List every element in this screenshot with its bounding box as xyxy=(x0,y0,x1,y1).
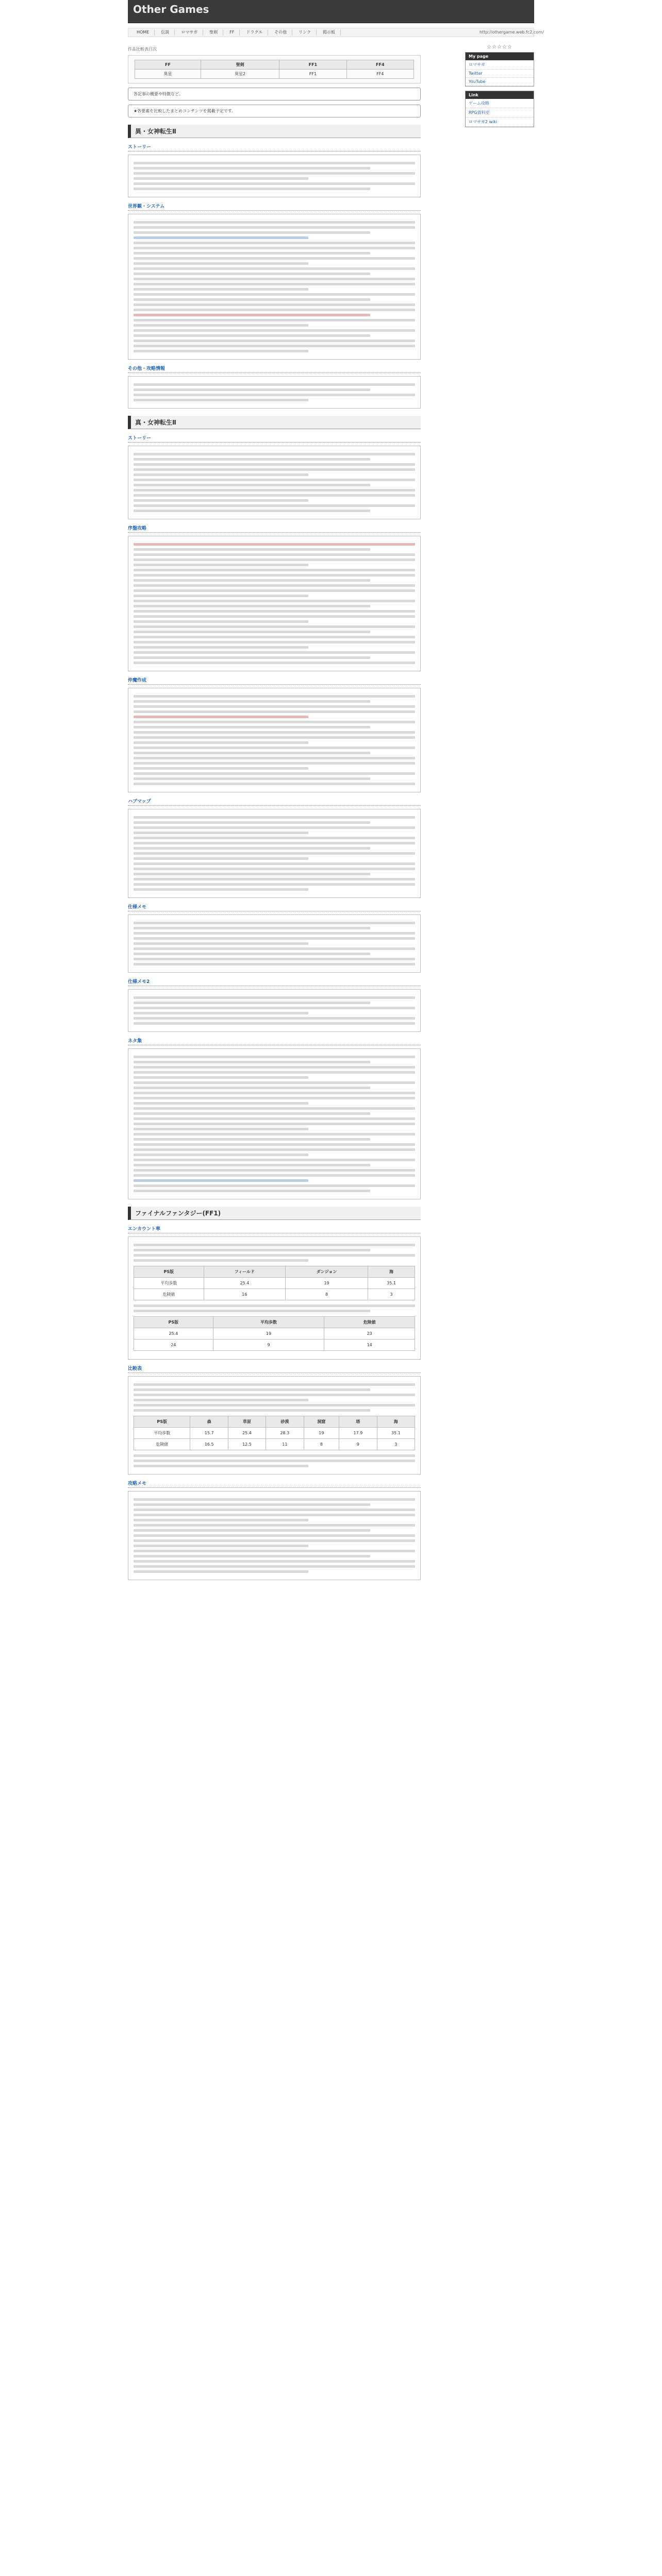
rating-stars: ☆☆☆☆☆ xyxy=(487,44,512,50)
encounter-table xyxy=(134,1266,415,1300)
table-cell: 19 xyxy=(213,1328,324,1340)
text-block xyxy=(128,1048,421,1199)
site-nav xyxy=(128,28,534,37)
table-header: 危険値 xyxy=(324,1317,415,1328)
intro-table-header: 聖剣 xyxy=(201,60,279,70)
table-cell: 28.3 xyxy=(266,1428,304,1439)
table-cell: 35.1 xyxy=(368,1278,415,1289)
nav-romasaga[interactable]: ロマサガ xyxy=(176,29,203,36)
subsection-title[interactable]: ストーリー xyxy=(128,142,421,151)
table-cell: 11 xyxy=(266,1439,304,1450)
section-title: 異・女神転生Ⅱ xyxy=(128,125,421,138)
table-cell: 9 xyxy=(339,1439,377,1450)
subsection-title[interactable]: エンカウント率 xyxy=(128,1224,421,1233)
table-header: PS版 xyxy=(134,1317,213,1328)
table-header: 平均歩数 xyxy=(213,1317,324,1328)
intro-table-cell[interactable]: 異星2 xyxy=(201,70,279,79)
main-content xyxy=(128,42,421,1604)
intro-table-cell[interactable]: FF4 xyxy=(346,70,413,79)
table-header: 海 xyxy=(368,1266,415,1278)
subsection-title[interactable]: ハブマップ xyxy=(128,796,421,806)
text-block xyxy=(128,1491,421,1580)
intro-table-cell[interactable]: FF1 xyxy=(279,70,346,79)
table-cell: 8 xyxy=(286,1289,368,1300)
table-cell: 15.7 xyxy=(190,1428,228,1439)
table-cell: 24 xyxy=(134,1340,213,1351)
table-cell: 16.5 xyxy=(190,1439,228,1450)
table-header: PS版 xyxy=(134,1416,190,1428)
table-cell: 3 xyxy=(368,1289,415,1300)
nav-dq[interactable]: ドラクエ xyxy=(241,29,268,36)
intro-note: 各記事の概要や特徴など。 xyxy=(128,88,421,100)
table-header: フィールド xyxy=(204,1266,285,1278)
table-header: 海 xyxy=(377,1416,415,1428)
table-row xyxy=(134,1340,415,1351)
sidebar-link[interactable]: ロマサガ2 wiki xyxy=(466,117,534,127)
table-row xyxy=(134,1428,415,1439)
nav-seiken[interactable]: 聖剣 xyxy=(204,29,223,36)
site-header xyxy=(128,0,534,23)
sidebar-link[interactable]: RPG資料室 xyxy=(466,108,534,117)
nav-legend[interactable]: 伝説 xyxy=(156,29,175,36)
sidebar-link[interactable]: YouTube xyxy=(466,78,534,86)
intro-table-header: FF4 xyxy=(346,60,413,70)
text-block xyxy=(128,446,421,519)
section-title: 真・女神転生Ⅱ xyxy=(128,416,421,429)
table-cell: 9 xyxy=(213,1340,324,1351)
sidebar xyxy=(465,42,534,131)
subsection-title[interactable]: 仲魔作成 xyxy=(128,675,421,685)
table-header: 砂漠 xyxy=(266,1416,304,1428)
sidebar-link[interactable]: ゲーム攻略 xyxy=(466,99,534,108)
text-block xyxy=(128,914,421,973)
nav-home[interactable]: HOME xyxy=(131,29,155,36)
table-row xyxy=(134,1278,415,1289)
intro-box xyxy=(128,55,421,83)
table-header: 草原 xyxy=(228,1416,266,1428)
nav-other[interactable]: その他 xyxy=(269,29,292,36)
subsection-title[interactable]: ネタ集 xyxy=(128,1036,421,1045)
text-block xyxy=(128,1376,421,1475)
table-header: ダンジョン xyxy=(286,1266,368,1278)
subsection-title[interactable]: 仕様メモ2 xyxy=(128,977,421,986)
table-cell: 35.1 xyxy=(377,1428,415,1439)
table-row xyxy=(134,1328,415,1340)
table-cell: 25.4 xyxy=(228,1428,266,1439)
table-header: PS版 xyxy=(134,1266,204,1278)
breadcrumb: 作品比較表目次 xyxy=(128,47,157,52)
table-cell: 12.5 xyxy=(228,1439,266,1450)
table-cell: 8 xyxy=(304,1439,339,1450)
table-header: 森 xyxy=(190,1416,228,1428)
subsection-title[interactable]: ストーリー xyxy=(128,433,421,443)
intro-note-2: ★各要素を比較したまとめコンテンツを掲載予定です。 xyxy=(128,105,421,117)
sidebar-box-mypage xyxy=(465,52,534,87)
table-cell: 17.9 xyxy=(339,1428,377,1439)
subsection-title[interactable]: 攻略メモ xyxy=(128,1479,421,1488)
sidebar-link[interactable]: Twitter xyxy=(466,70,534,78)
site-url[interactable]: http://othergame.web.fc2.com/ xyxy=(479,30,544,35)
subsection-title[interactable]: 世界観・システム xyxy=(128,201,421,211)
intro-table-header: FF xyxy=(135,60,201,70)
text-block xyxy=(128,688,421,792)
table-cell: 平均歩数 xyxy=(134,1278,204,1289)
table-cell: 19 xyxy=(286,1278,368,1289)
table-cell: 16 xyxy=(204,1289,285,1300)
encounter-table-2 xyxy=(134,1316,415,1351)
intro-table xyxy=(135,60,414,79)
intro-table-header: FF1 xyxy=(279,60,346,70)
table-cell: 25.4 xyxy=(134,1328,213,1340)
table-cell: 14 xyxy=(324,1340,415,1351)
text-block xyxy=(128,214,421,360)
table-cell: 平均歩数 xyxy=(134,1428,190,1439)
nav-link[interactable]: リンク xyxy=(293,29,317,36)
terrain-table xyxy=(134,1416,415,1450)
table-header: 塔 xyxy=(339,1416,377,1428)
section-title: ファイナルファンタジー(FF1) xyxy=(128,1207,421,1220)
table-cell: 25.4 xyxy=(204,1278,285,1289)
sidebar-link[interactable]: ロマサガ xyxy=(466,60,534,70)
nav-ff[interactable]: FF xyxy=(224,29,240,36)
subsection-title[interactable]: 序盤攻略 xyxy=(128,523,421,533)
table-cell: 危険値 xyxy=(134,1289,204,1300)
subsection-title[interactable]: その他・攻略情報 xyxy=(128,364,421,373)
intro-table-cell[interactable]: 異星 xyxy=(135,70,201,79)
subsection-title[interactable]: 比較表 xyxy=(128,1364,421,1373)
text-block xyxy=(128,1236,421,1360)
table-cell: 19 xyxy=(304,1428,339,1439)
site-title[interactable]: Other Games xyxy=(133,3,209,15)
text-block xyxy=(128,989,421,1032)
table-header: 洞窟 xyxy=(304,1416,339,1428)
table-row xyxy=(134,1439,415,1450)
table-cell: 23 xyxy=(324,1328,415,1340)
sidebar-box-title: My page xyxy=(466,53,534,60)
table-cell: 3 xyxy=(377,1439,415,1450)
text-block xyxy=(128,536,421,671)
table-cell: 危険値 xyxy=(134,1439,190,1450)
table-row xyxy=(134,1289,415,1300)
sidebar-box-links xyxy=(465,91,534,127)
subsection-title[interactable]: 仕様メモ xyxy=(128,902,421,911)
text-block xyxy=(128,155,421,197)
text-block xyxy=(128,809,421,898)
text-block xyxy=(128,376,421,409)
sidebar-box-title: Link xyxy=(466,91,534,99)
nav-bbs[interactable]: 掲示板 xyxy=(318,29,341,36)
